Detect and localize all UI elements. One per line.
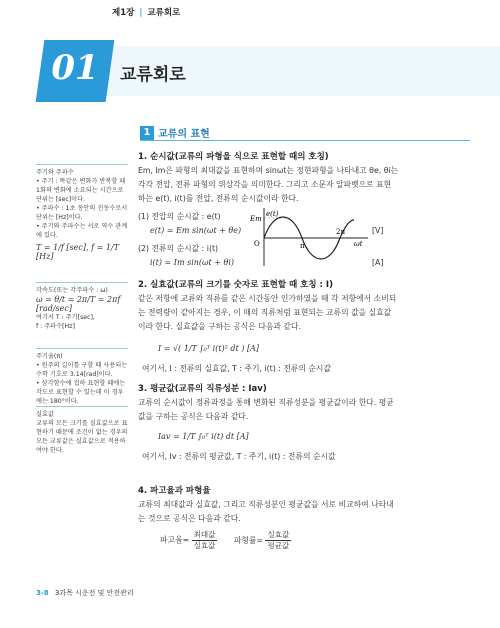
subsection-heading: 3. 평균값(교류의 직류성분 : Iav) (138, 384, 267, 394)
item-label: (1) 전압의 순시값 : e(t) (138, 212, 221, 221)
sidebar-note-line: 단위는 [Hz]이다. (36, 214, 83, 221)
sidebar-note-line: f : 주파수[Hz] (36, 323, 75, 330)
sidebar-note-line: 1회의 변화에 소요되는 시간으로 (36, 187, 124, 194)
sidebar-note-title: 주기율(π) (36, 353, 63, 360)
body-line: 값을 구하는 공식은 다음과 같다. (138, 412, 249, 421)
body-line: 같은 저항에 교류와 직류를 같은 시간동안 인가하였을 때 각 저항에서 소비되 (138, 294, 397, 303)
graph-amplitude-label: Em (250, 215, 262, 223)
average-legend: 여기서, Iv : 전류의 평균값, T : 주기, i(t) : 전류의 순시값 (142, 452, 336, 461)
sidebar-formula: ω = θ/t = 2π/T = 2πf [rad/sec] (36, 295, 121, 313)
section-crest-form-factor (138, 484, 474, 551)
fraction-denominator: 평균값 (267, 541, 290, 550)
sidebar-note-line: 에는 180°이다. (36, 398, 79, 405)
sidebar-note-title: 주기와 주파수 (36, 169, 74, 176)
current-instant-item (138, 242, 268, 270)
fraction-denominator: 실효값 (193, 541, 216, 550)
chapter-big-number: 01 (51, 48, 99, 88)
sidebar-note-line: • 삼각함수에 접하 표현할 때에는 (36, 380, 126, 387)
sidebar-note-title: 실효값 (36, 411, 54, 418)
section-number: 1 (140, 126, 154, 140)
section-heading (140, 122, 210, 140)
sidebar-divider (36, 406, 128, 407)
sidebar-note-rms (36, 410, 128, 455)
sidebar-divider (36, 164, 128, 165)
graph-y-label: e(t) (266, 210, 279, 218)
sidebar-note-line: 여기서 T : 주기[sec], (36, 314, 95, 321)
form-factor-fraction (265, 530, 291, 551)
sidebar-note-line: 각도로 표현할 수 있는데 이 경우 (36, 389, 124, 396)
chapter-name: 교류회로 (147, 8, 181, 18)
sidebar-note-line: • 주파수 : 1초 동안의 진동수로서 (36, 205, 128, 212)
sidebar-note-line: • 주기와 주파수는 서로 역수 관계 (36, 223, 128, 230)
subsection-heading: 4. 파고율과 파형율 (138, 486, 211, 496)
voltage-unit: [V] (372, 226, 384, 235)
section-title: 교류의 표현 (158, 129, 210, 140)
page-number: 3-8 (36, 589, 49, 597)
page-footer (36, 588, 134, 598)
body-line: 하는 e(t), i(t)를 전압, 전류의 순시값이라 한다. (138, 194, 299, 203)
graph-origin-label: O (254, 240, 260, 248)
sidebar-note-line: 여야 한다. (36, 447, 64, 454)
fraction-numerator: 최대값 (193, 530, 216, 539)
rms-formula: I = √( 1/T ∫₀ᵀ i(t)² dt ) [A] (158, 344, 259, 353)
current-unit: [A] (372, 258, 384, 267)
sidebar-formula: T = 1/f [sec], f = 1/T [Hz] (36, 243, 119, 261)
form-factor-label: 파형률= (233, 535, 263, 545)
sidebar-note-line: 수학 기호로 3.14[rad]이다. (36, 371, 113, 378)
body-line: 는 전력량이 같아지는 경우, 이 때의 직류처럼 표현되는 교류의 값을 실효값 (138, 308, 392, 317)
sidebar-divider (36, 348, 128, 349)
sidebar-note-title: 각속도(또는 각주파수 : ω) (36, 287, 108, 294)
voltage-instant-item (138, 210, 268, 238)
body-line: 이라 한다. 실효값을 구하는 공식은 다음과 같다. (138, 322, 301, 331)
item-formula: i(t) = Im sin(ωt + θi) (150, 258, 235, 267)
sidebar-note-line: • 주기 : 똑같은 변화가 반복할 때 (36, 178, 126, 185)
graph-pi-label: π (300, 242, 305, 250)
body-line: 각각 전압, 전류 파형의 위상각을 의미한다. 그리고 소문자 알파벳으로 표현 (138, 180, 392, 189)
page-title: 교류회로 (120, 65, 186, 85)
body-line: Em, Im은 파형의 최대값을 표현하며 sinωt는 정현파형을 나타내고 θe, θi는 (138, 166, 399, 175)
body-line: 는 것으로 공식은 다음과 같다. (138, 514, 241, 523)
graph-x-label: ωt (354, 240, 363, 248)
sidebar-note-line: 교류의 모든 크기를 실효값으로 표 (36, 420, 128, 427)
item-label: (2) 전류의 순시값 : i(t) (138, 244, 219, 253)
rms-legend: 여기서, I : 전류의 실효값, T : 주기, i(t) : 전류의 순시값 (142, 364, 331, 373)
section-average (138, 382, 474, 464)
sidebar-note-line: 모든 교류값은 실효값으로 적용하 (36, 438, 126, 445)
sidebar-note-line: 현하기 때문에 조건이 없는 경우의 (36, 429, 128, 436)
sidebar-note-line: 에 있다. (36, 232, 58, 239)
section-instantaneous (138, 150, 474, 206)
average-formula: Iav = 1/T ∫₀ᵀ i(t) dt [A] (158, 432, 249, 441)
factor-formulas (138, 530, 474, 551)
crest-factor-label: 파고율= (160, 535, 190, 545)
section-rms (138, 278, 474, 376)
sidebar-divider (36, 282, 128, 283)
sidebar-note-line: 단위는 [sec]이다. (36, 196, 86, 203)
footer-text: 3과목 시운전 및 안전관리 (54, 589, 134, 597)
crest-factor-fraction (192, 530, 218, 551)
sidebar-note-angular-velocity (36, 286, 128, 331)
graph-two-pi-label: 2π (336, 228, 346, 236)
section-divider (140, 140, 470, 141)
subsection-heading: 2. 실효값(교류의 크기를 숫자로 표현할 때 호칭 : I) (138, 280, 333, 290)
sidebar-note-period-frequency (36, 168, 128, 261)
chapter-number: 제1장 (112, 8, 135, 18)
sine-wave-diagram (250, 208, 370, 268)
body-line: 교류의 최대값과 실효값, 그리고 직류성분인 평균값을 서로 비교하여 나타내 (138, 500, 394, 509)
sidebar-note-pi (36, 352, 128, 406)
body-line: 교류의 순시값이 정류과정을 통해 변화된 직류성분을 평균값이라 한다. 평균 (138, 398, 394, 407)
subsection-heading: 1. 순시값(교류의 파형을 식으로 표현할 때의 호칭) (138, 152, 329, 162)
item-formula: e(t) = Em sin(ωt + θe) (150, 226, 242, 235)
chapter-title-band (0, 40, 500, 102)
chapter-separator: | (139, 8, 143, 18)
fraction-numerator: 실효값 (267, 530, 290, 539)
sidebar-note-line: • 원주의 길이를 구할 때 사용되는 (36, 362, 128, 369)
chapter-tag (112, 6, 180, 18)
